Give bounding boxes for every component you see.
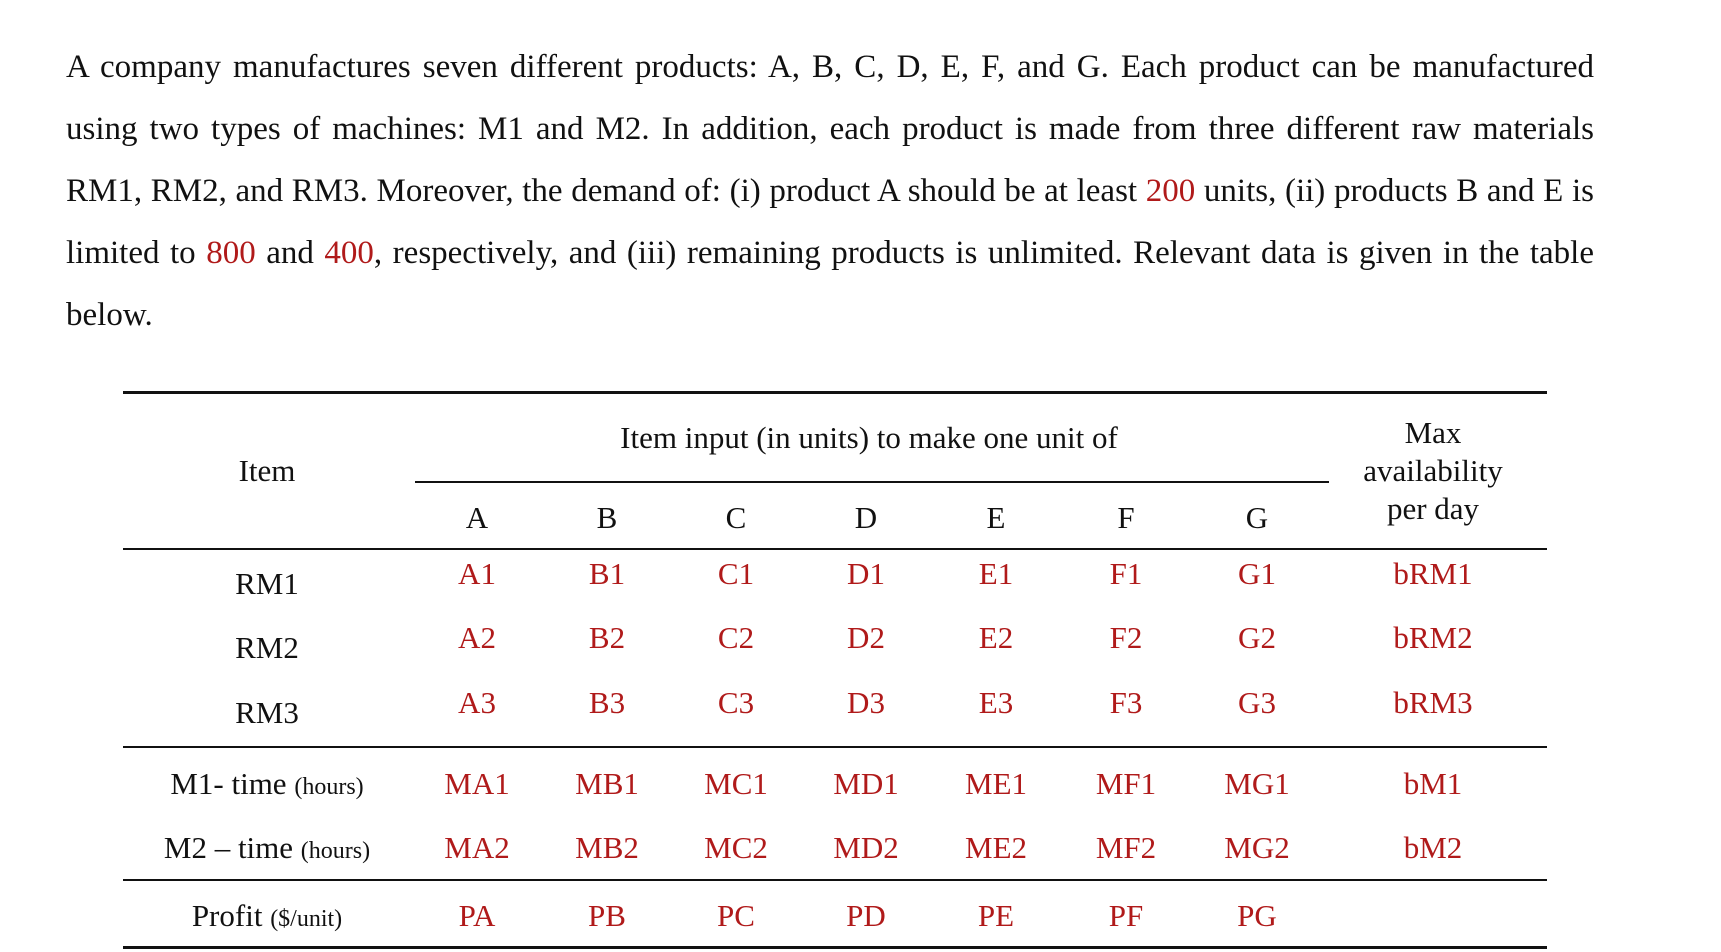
table-cell: PF [1108, 898, 1144, 933]
row-label [235, 630, 299, 666]
table-cell: PB [588, 898, 626, 933]
row-label-unit: ($/unit) [270, 906, 343, 932]
table-cell: MG2 [1224, 830, 1290, 865]
product-header-f: F [1117, 500, 1135, 535]
table-cell: MD1 [833, 766, 899, 801]
table-cell: C2 [717, 620, 755, 655]
table-cell: PG [1237, 898, 1277, 933]
table-cell: MD2 [833, 830, 899, 865]
row-label-text: RM2 [235, 630, 299, 665]
table-cell: G1 [1238, 556, 1276, 591]
table-cell: B3 [588, 685, 626, 720]
table-cell: D3 [847, 685, 885, 720]
table-cell: C1 [717, 556, 755, 591]
table-cell: MB1 [575, 766, 639, 801]
table-cell: E3 [978, 685, 1014, 720]
table-cell: MF2 [1095, 830, 1157, 865]
table-cell: MC2 [704, 830, 768, 865]
row-label [235, 695, 299, 731]
row-label-unit: (hours) [300, 838, 371, 864]
max-header-line-1: Max [1404, 415, 1462, 450]
table-cell: D1 [847, 556, 885, 591]
demand-a-min: 200 [1145, 173, 1196, 209]
row-label-text: RM3 [235, 695, 299, 730]
table-cell: C3 [717, 685, 755, 720]
max-header-line-2: availability [1363, 453, 1503, 488]
table-cell: MA1 [444, 766, 510, 801]
row-label [235, 566, 299, 602]
table-cell: MC1 [704, 766, 768, 801]
demand-e-limit: 400 [324, 235, 374, 271]
table-cell: E2 [978, 620, 1014, 655]
max-header-line-3: per day [1386, 491, 1480, 526]
table-cell: MF1 [1095, 766, 1157, 801]
table-bottom-rule [123, 946, 1547, 949]
table-cell: F1 [1109, 556, 1143, 591]
table-cell: PD [846, 898, 886, 933]
input-header-rule [415, 481, 1329, 483]
row-label-text: RM1 [235, 566, 299, 601]
row-label [170, 766, 363, 802]
table-cell: E1 [978, 556, 1014, 591]
row-label-text: M2 – time [163, 830, 294, 865]
table-cell: PE [977, 898, 1015, 933]
demand-b-limit: 800 [206, 235, 256, 271]
table-cell: PA [458, 898, 496, 933]
max-availability-cell: bRM2 [1393, 620, 1473, 655]
table-cell: ME1 [965, 766, 1027, 801]
table-cell: G3 [1238, 685, 1276, 720]
table-cell: G2 [1238, 620, 1276, 655]
row-label-text: M1- time [170, 766, 287, 801]
table-cell: B2 [588, 620, 626, 655]
product-header-e: E [986, 500, 1006, 535]
product-header-a: A [465, 500, 489, 535]
max-availability-cell: bM1 [1403, 766, 1463, 801]
table-cell: PC [717, 898, 755, 933]
table-cell: F3 [1109, 685, 1143, 720]
row-label-unit: (hours) [294, 774, 364, 800]
max-availability-cell: bRM1 [1393, 556, 1473, 591]
statement-text-4: , respectively, and (iii) remaining products is unlimited. Relevant data is given in the table below. [66, 235, 1594, 333]
table-cell: MA2 [444, 830, 510, 865]
product-header-g: G [1245, 500, 1269, 535]
table-cell: A2 [458, 620, 496, 655]
header-bottom-rule [123, 548, 1547, 550]
statement-text-1: A company manufactures seven different products: A, B, C, D, E, F, and G. Each product can be manufactured using two types of machines: M1 and M2. In addition, each product is made from three different raw materials RM1, RM2, and RM3. Moreover, the demand of: (i) product A should be at least [66, 49, 1594, 209]
problem-statement [66, 36, 1594, 346]
item-header: Item [238, 453, 296, 488]
statement-text-3: and [255, 235, 325, 271]
table-cell: F2 [1109, 620, 1143, 655]
product-header-d: D [854, 500, 878, 535]
max-availability-cell: bRM3 [1393, 685, 1473, 720]
row-label-text: Profit [191, 898, 263, 933]
table-cell: D2 [847, 620, 885, 655]
table-cell: A3 [458, 685, 496, 720]
statement-text-2: units, (ii) products B and E is limited to [66, 173, 1595, 271]
row-label [192, 898, 342, 934]
machines-bottom-rule [123, 879, 1547, 881]
table-cell: ME2 [965, 830, 1027, 865]
max-availability-cell: bM2 [1403, 830, 1463, 865]
materials-bottom-rule [123, 746, 1547, 748]
product-header-b: B [596, 500, 618, 535]
row-label [164, 830, 370, 866]
input-header: Item input (in units) to make one unit of [620, 420, 1118, 455]
table-cell: A1 [458, 556, 496, 591]
table-cell: MG1 [1224, 766, 1290, 801]
product-header-c: C [725, 500, 747, 535]
table-cell: MB2 [575, 830, 639, 865]
table-top-rule [123, 391, 1547, 394]
table-cell: B1 [588, 556, 626, 591]
